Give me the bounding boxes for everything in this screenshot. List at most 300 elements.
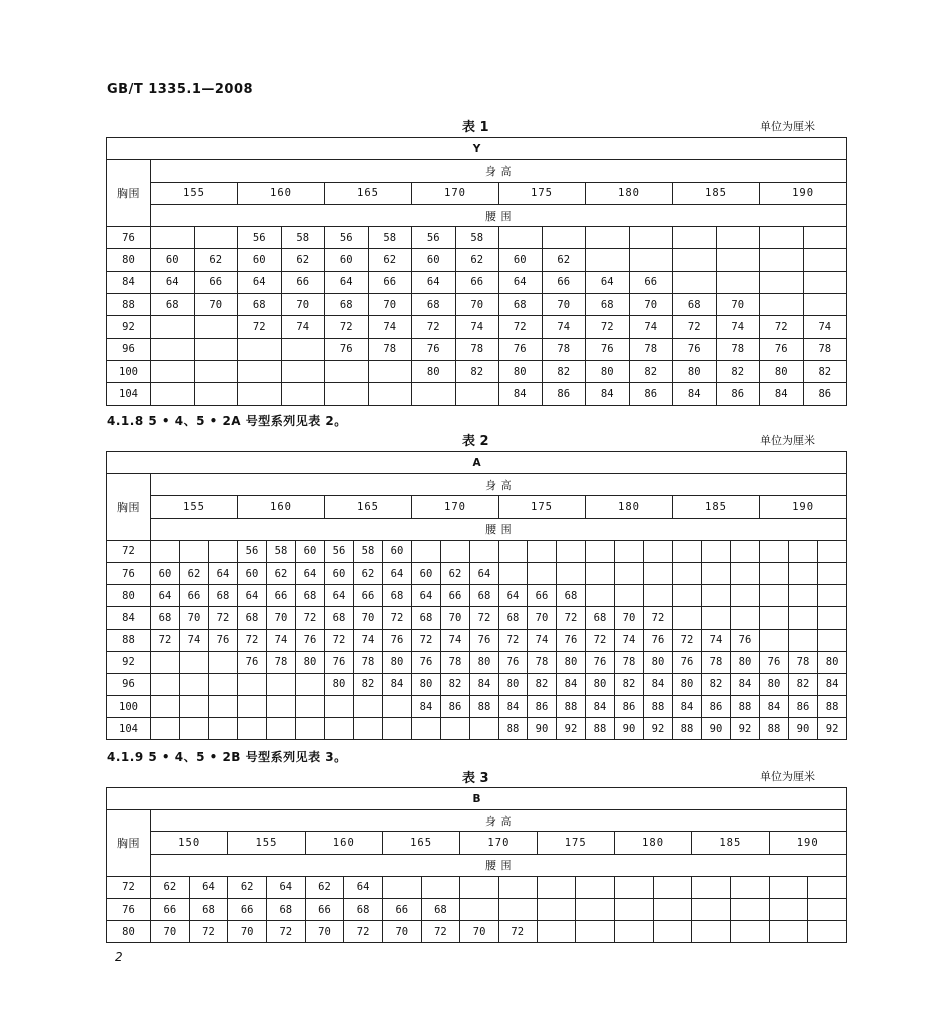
waist-value: 72 — [189, 921, 228, 943]
waist-value: 66 — [354, 585, 383, 607]
waist-value: 62 — [281, 249, 325, 271]
waist-value — [325, 360, 369, 382]
waist-value — [644, 585, 673, 607]
waist-value: 68 — [189, 898, 228, 920]
waist-value: 64 — [412, 585, 441, 607]
waist-value: 76 — [412, 651, 441, 673]
waist-value: 66 — [228, 898, 267, 920]
waist-value — [760, 607, 789, 629]
waist-value: 80 — [586, 360, 630, 382]
waist-value — [421, 876, 460, 898]
clause-4-1-9: 4.1.9 5 • 4、5 • 2B 号型系列见表 3。 — [107, 750, 347, 764]
table-row — [107, 673, 847, 695]
waist-value — [576, 876, 615, 898]
waist-value: 76 — [238, 651, 267, 673]
waist-value: 62 — [151, 876, 190, 898]
clause-4-1-8: 4.1.8 5 • 4、5 • 2A 号型系列见表 2。 — [107, 414, 347, 428]
waist-value: 60 — [325, 249, 369, 271]
bust-value: 92 — [107, 651, 151, 673]
waist-value: 88 — [557, 696, 586, 718]
waist-value: 90 — [789, 718, 818, 740]
waist-value — [441, 718, 470, 740]
waist-value — [818, 629, 847, 651]
waist-value — [180, 696, 209, 718]
waist-value — [673, 249, 717, 271]
bust-value: 72 — [107, 876, 151, 898]
waist-value — [238, 696, 267, 718]
waist-value: 66 — [305, 898, 344, 920]
bust-value: 92 — [107, 316, 151, 338]
waist-value: 78 — [542, 338, 586, 360]
waist-value: 86 — [542, 383, 586, 405]
waist-value: 62 — [368, 249, 412, 271]
bust-value: 88 — [107, 294, 151, 316]
waist-value — [151, 673, 180, 695]
waist-value — [460, 898, 499, 920]
waist-value: 62 — [455, 249, 499, 271]
waist-value: 84 — [412, 696, 441, 718]
height-value: 160 — [305, 832, 382, 854]
waist-value — [267, 696, 296, 718]
waist-value — [296, 673, 325, 695]
waist-value: 86 — [716, 383, 760, 405]
waist-value: 70 — [354, 607, 383, 629]
waist-value: 70 — [382, 921, 421, 943]
waist-value — [281, 383, 325, 405]
waist-value: 64 — [586, 271, 630, 293]
height-value: 180 — [586, 182, 673, 204]
waist-value: 78 — [441, 651, 470, 673]
waist-value: 88 — [818, 696, 847, 718]
waist-value — [730, 876, 769, 898]
table-row — [107, 585, 847, 607]
waist-value — [412, 718, 441, 740]
waist-value: 68 — [383, 585, 412, 607]
waist-value: 66 — [281, 271, 325, 293]
waist-value — [151, 651, 180, 673]
waist-value: 58 — [281, 227, 325, 249]
waist-value: 88 — [586, 718, 615, 740]
waist-value — [151, 696, 180, 718]
table-2-caption: 表 2 — [462, 434, 489, 449]
waist-value: 80 — [296, 651, 325, 673]
waist-value: 72 — [673, 629, 702, 651]
table-row — [107, 696, 847, 718]
waist-value: 60 — [151, 249, 195, 271]
waist-value — [692, 921, 731, 943]
waist-value: 62 — [180, 562, 209, 584]
waist-value: 74 — [542, 316, 586, 338]
waist-value — [653, 876, 692, 898]
waist-value — [194, 227, 238, 249]
waist-value — [673, 562, 702, 584]
waist-value: 86 — [629, 383, 673, 405]
waist-value: 64 — [499, 585, 528, 607]
waist-value — [702, 562, 731, 584]
bust-value: 100 — [107, 696, 151, 718]
height-value: 185 — [673, 496, 760, 518]
waist-value — [151, 227, 195, 249]
waist-value: 92 — [644, 718, 673, 740]
waist-value — [586, 585, 615, 607]
waist-value — [808, 876, 847, 898]
waist-label: 腰 围 — [151, 204, 847, 226]
height-label-row — [107, 810, 847, 832]
waist-value: 70 — [615, 607, 644, 629]
waist-value: 70 — [629, 294, 673, 316]
waist-value — [557, 540, 586, 562]
waist-value — [180, 718, 209, 740]
waist-value: 74 — [441, 629, 470, 651]
height-value: 170 — [460, 832, 537, 854]
waist-value: 74 — [354, 629, 383, 651]
waist-value: 92 — [731, 718, 760, 740]
waist-value: 64 — [344, 876, 383, 898]
bust-value: 80 — [107, 921, 151, 943]
bust-value: 104 — [107, 718, 151, 740]
waist-value — [818, 562, 847, 584]
waist-value: 84 — [731, 673, 760, 695]
waist-value: 74 — [716, 316, 760, 338]
waist-value: 62 — [228, 876, 267, 898]
waist-value — [730, 898, 769, 920]
waist-value: 80 — [818, 651, 847, 673]
waist-value — [151, 718, 180, 740]
waist-value: 56 — [238, 540, 267, 562]
waist-value — [673, 607, 702, 629]
height-value: 155 — [228, 832, 305, 854]
waist-value — [238, 718, 267, 740]
waist-value: 80 — [470, 651, 499, 673]
waist-value — [281, 360, 325, 382]
waist-value: 60 — [383, 540, 412, 562]
waist-value: 72 — [421, 921, 460, 943]
waist-label: 腰 围 — [151, 518, 847, 540]
waist-value: 78 — [267, 651, 296, 673]
height-label: 身 高 — [151, 474, 847, 496]
waist-value — [653, 898, 692, 920]
waist-value — [528, 540, 557, 562]
waist-value — [673, 585, 702, 607]
waist-value — [354, 696, 383, 718]
waist-value: 80 — [731, 651, 760, 673]
waist-value — [769, 876, 808, 898]
height-value: 150 — [151, 832, 228, 854]
waist-value: 68 — [296, 585, 325, 607]
waist-value — [151, 360, 195, 382]
waist-value: 80 — [644, 651, 673, 673]
waist-value — [267, 673, 296, 695]
waist-value: 86 — [803, 383, 847, 405]
height-label-row — [107, 160, 847, 182]
waist-value: 82 — [528, 673, 557, 695]
waist-value — [209, 651, 238, 673]
waist-value — [209, 718, 238, 740]
waist-value: 72 — [586, 316, 630, 338]
waist-value: 64 — [238, 271, 282, 293]
waist-value — [194, 338, 238, 360]
waist-value — [151, 383, 195, 405]
waist-value: 84 — [818, 673, 847, 695]
waist-value: 84 — [586, 696, 615, 718]
waist-value — [586, 249, 630, 271]
waist-value — [470, 540, 499, 562]
waist-value: 88 — [760, 718, 789, 740]
waist-value: 80 — [760, 673, 789, 695]
waist-value: 60 — [238, 562, 267, 584]
table-row — [107, 651, 847, 673]
waist-value: 74 — [629, 316, 673, 338]
waist-value — [470, 718, 499, 740]
height-value: 175 — [499, 182, 586, 204]
waist-value: 74 — [702, 629, 731, 651]
waist-value: 66 — [151, 898, 190, 920]
waist-value: 82 — [716, 360, 760, 382]
waist-value — [498, 898, 537, 920]
waist-value: 56 — [238, 227, 282, 249]
waist-value — [818, 540, 847, 562]
waist-value: 72 — [296, 607, 325, 629]
waist-value — [716, 271, 760, 293]
waist-value — [789, 629, 818, 651]
waist-value — [455, 383, 499, 405]
waist-value: 72 — [209, 607, 238, 629]
waist-value — [673, 540, 702, 562]
waist-value: 62 — [194, 249, 238, 271]
waist-value: 62 — [305, 876, 344, 898]
waist-value: 88 — [673, 718, 702, 740]
height-value: 185 — [692, 832, 769, 854]
waist-value — [731, 540, 760, 562]
waist-value — [731, 585, 760, 607]
waist-value — [296, 718, 325, 740]
waist-value: 70 — [455, 294, 499, 316]
waist-value — [653, 921, 692, 943]
waist-value — [586, 227, 630, 249]
waist-value: 72 — [151, 629, 180, 651]
waist-value — [702, 585, 731, 607]
waist-value — [528, 562, 557, 584]
waist-value: 64 — [238, 585, 267, 607]
waist-value — [576, 921, 615, 943]
waist-value — [730, 921, 769, 943]
type-label: Y — [107, 138, 847, 160]
waist-value: 66 — [382, 898, 421, 920]
waist-value: 82 — [455, 360, 499, 382]
waist-value: 70 — [180, 607, 209, 629]
waist-value: 74 — [455, 316, 499, 338]
waist-value — [209, 696, 238, 718]
waist-value — [238, 338, 282, 360]
waist-value: 66 — [194, 271, 238, 293]
waist-value — [808, 898, 847, 920]
table-1-caption: 表 1 — [462, 120, 489, 135]
waist-value — [644, 540, 673, 562]
waist-value: 70 — [194, 294, 238, 316]
chest-label: 胸围 — [107, 810, 151, 877]
waist-value: 68 — [499, 607, 528, 629]
waist-value: 76 — [470, 629, 499, 651]
waist-value: 80 — [383, 651, 412, 673]
waist-value: 84 — [499, 383, 543, 405]
waist-value: 60 — [151, 562, 180, 584]
height-label: 身 高 — [151, 810, 847, 832]
waist-value: 78 — [368, 338, 412, 360]
bust-value: 80 — [107, 249, 151, 271]
waist-value: 72 — [266, 921, 305, 943]
waist-value: 68 — [151, 294, 195, 316]
waist-value — [644, 562, 673, 584]
table-row — [107, 360, 847, 382]
waist-value: 74 — [803, 316, 847, 338]
waist-value: 76 — [673, 651, 702, 673]
waist-value: 72 — [344, 921, 383, 943]
waist-value — [760, 227, 804, 249]
waist-value — [692, 876, 731, 898]
waist-value: 80 — [673, 673, 702, 695]
height-value: 165 — [382, 832, 459, 854]
waist-value: 64 — [266, 876, 305, 898]
waist-value: 66 — [267, 585, 296, 607]
standard-number: GB/T 1335.1—2008 — [107, 82, 254, 97]
height-value: 160 — [238, 182, 325, 204]
waist-value — [760, 271, 804, 293]
waist-value: 80 — [412, 673, 441, 695]
waist-value: 70 — [716, 294, 760, 316]
waist-value: 86 — [702, 696, 731, 718]
waist-value: 60 — [325, 562, 354, 584]
type-row — [107, 788, 847, 810]
waist-value — [586, 562, 615, 584]
waist-value: 84 — [673, 696, 702, 718]
waist-value: 70 — [368, 294, 412, 316]
waist-value: 60 — [412, 562, 441, 584]
bust-value: 76 — [107, 898, 151, 920]
waist-value: 72 — [238, 316, 282, 338]
page-number: 2 — [115, 950, 123, 964]
waist-value: 76 — [412, 338, 456, 360]
waist-value: 66 — [528, 585, 557, 607]
waist-value: 82 — [702, 673, 731, 695]
waist-value — [325, 718, 354, 740]
waist-value: 74 — [267, 629, 296, 651]
waist-value: 66 — [629, 271, 673, 293]
waist-value: 72 — [760, 316, 804, 338]
waist-value: 82 — [542, 360, 586, 382]
waist-value: 60 — [238, 249, 282, 271]
waist-value — [296, 696, 325, 718]
waist-value: 70 — [151, 921, 190, 943]
waist-value — [194, 316, 238, 338]
table-row — [107, 271, 847, 293]
bust-value: 76 — [107, 562, 151, 584]
waist-value: 74 — [368, 316, 412, 338]
waist-value: 82 — [789, 673, 818, 695]
waist-value — [180, 673, 209, 695]
waist-value: 68 — [325, 294, 369, 316]
waist-value: 76 — [296, 629, 325, 651]
waist-value — [702, 540, 731, 562]
waist-value: 68 — [266, 898, 305, 920]
waist-value: 78 — [354, 651, 383, 673]
type-label: A — [107, 452, 847, 474]
waist-value: 72 — [325, 629, 354, 651]
bust-value: 88 — [107, 629, 151, 651]
waist-value: 72 — [644, 607, 673, 629]
waist-value: 64 — [151, 271, 195, 293]
waist-value: 84 — [760, 383, 804, 405]
waist-value — [180, 651, 209, 673]
waist-value — [789, 540, 818, 562]
waist-value: 74 — [281, 316, 325, 338]
bust-value: 104 — [107, 383, 151, 405]
waist-value — [789, 562, 818, 584]
waist-value — [499, 540, 528, 562]
waist-value: 58 — [354, 540, 383, 562]
waist-value: 72 — [673, 316, 717, 338]
waist-value: 64 — [151, 585, 180, 607]
waist-value — [760, 540, 789, 562]
height-value: 165 — [325, 496, 412, 518]
height-value: 170 — [412, 496, 499, 518]
waist-value — [808, 921, 847, 943]
waist-value: 72 — [383, 607, 412, 629]
waist-value: 66 — [368, 271, 412, 293]
waist-value — [760, 562, 789, 584]
waist-value — [803, 271, 847, 293]
waist-value: 66 — [180, 585, 209, 607]
waist-value — [614, 898, 653, 920]
waist-value: 76 — [760, 651, 789, 673]
height-value: 185 — [673, 182, 760, 204]
waist-value: 68 — [412, 294, 456, 316]
table-row — [107, 249, 847, 271]
waist-value: 72 — [557, 607, 586, 629]
height-values-row — [107, 832, 847, 854]
waist-value: 66 — [441, 585, 470, 607]
waist-value — [716, 227, 760, 249]
waist-value: 76 — [325, 651, 354, 673]
waist-value: 62 — [441, 562, 470, 584]
waist-value: 76 — [325, 338, 369, 360]
waist-value — [760, 249, 804, 271]
waist-value: 80 — [557, 651, 586, 673]
table-3-unit: 单位为厘米 — [760, 770, 815, 783]
waist-value: 68 — [586, 607, 615, 629]
table-row — [107, 607, 847, 629]
waist-value: 88 — [470, 696, 499, 718]
table-row — [107, 921, 847, 943]
waist-value: 72 — [499, 629, 528, 651]
waist-value: 76 — [731, 629, 760, 651]
height-value: 180 — [586, 496, 673, 518]
table-row — [107, 316, 847, 338]
waist-value: 92 — [818, 718, 847, 740]
waist-value — [412, 540, 441, 562]
waist-value — [499, 227, 543, 249]
waist-value — [368, 383, 412, 405]
waist-value: 88 — [499, 718, 528, 740]
waist-value: 84 — [760, 696, 789, 718]
waist-value: 66 — [542, 271, 586, 293]
height-value: 175 — [537, 832, 614, 854]
waist-value — [629, 249, 673, 271]
waist-value — [537, 898, 576, 920]
size-table-b — [106, 787, 847, 943]
table-row — [107, 718, 847, 740]
waist-label-row — [107, 518, 847, 540]
waist-value: 62 — [354, 562, 383, 584]
